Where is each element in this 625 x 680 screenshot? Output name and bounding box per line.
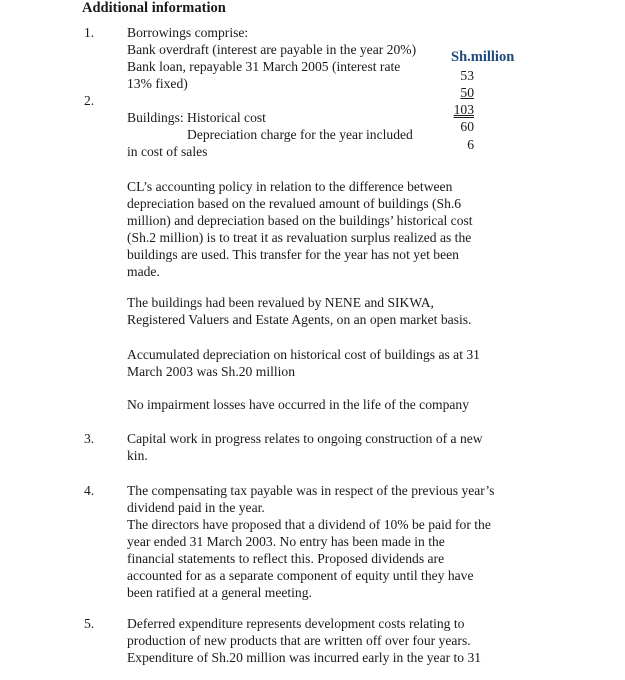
section-heading: Additional information [82, 0, 226, 16]
note2-policy-paragraph: CL’s accounting policy in relation to the difference between depreciation based on the revalued amount of buildings (Sh.6 million) and depreciation based on the buildings’ historical cost (Sh.2 million) is to treat it as revaluation surplus realized as the buildings are used. This transfer for the year has not yet been made. [127, 179, 473, 279]
note5-paragraph: Deferred expenditure represents development costs relating to production of new products that are written off over four years. Expenditure of Sh.20 million was incurred early in the year to 31 [127, 616, 482, 665]
note2-accumulated-depr-paragraph: Accumulated depreciation on historical cost of buildings as at 31 March 2003 was Sh.20 million [127, 347, 480, 379]
depreciation-label: Depreciation charge for the year included [187, 127, 413, 142]
borrowings-total [440, 101, 474, 118]
note-number-5: 5. [84, 616, 95, 631]
note3-paragraph: Capital work in progress relates to ongoing construction of a new kin. [127, 431, 483, 463]
note1-loan-label-line2: 13% fixed) [127, 76, 188, 91]
note2-impairment-paragraph: No impairment losses have occurred in the life of the company [127, 397, 470, 412]
note-number-3: 3. [84, 431, 95, 446]
depreciation-label-cont: in cost of sales [127, 144, 208, 159]
note1-intro: Borrowings comprise: [127, 25, 249, 40]
note4-paragraph: The compensating tax payable was in respect of the previous year’s dividend paid in the year. The directors have proposed that a dividend of 10% be paid for the year ended 31 March 2003. No entry has been made in the financial statements to reflect this. Proposed dividends are accounted for as a separate component of equity until they have been ratified at a general meeting. [127, 483, 495, 600]
note-number-1: 1. [84, 25, 95, 40]
loan-value [440, 84, 474, 101]
note1-loan-label-line1: Bank loan, repayable 31 March 2005 (interest rate [127, 59, 401, 74]
buildings-cost-value: 60 [460, 119, 474, 134]
loan-value-text: 50 [460, 85, 474, 100]
overdraft-value: 53 [460, 68, 474, 83]
note2-revaluation-paragraph: The buildings had been revalued by NENE and SIKWA, Registered Valuers and Estate Agents, on an open market basis. [127, 295, 472, 327]
note-number-2: 2. [84, 93, 95, 108]
unit-column-header: Sh.million [451, 49, 515, 65]
buildings-cost-label: Buildings: Historical cost [127, 110, 266, 125]
note-number-4: 4. [84, 483, 95, 498]
depreciation-value: 6 [467, 137, 474, 152]
borrowings-total-text: 103 [453, 102, 474, 117]
note1-overdraft-label: Bank overdraft (interest are payable in the year 20%) [127, 42, 417, 57]
